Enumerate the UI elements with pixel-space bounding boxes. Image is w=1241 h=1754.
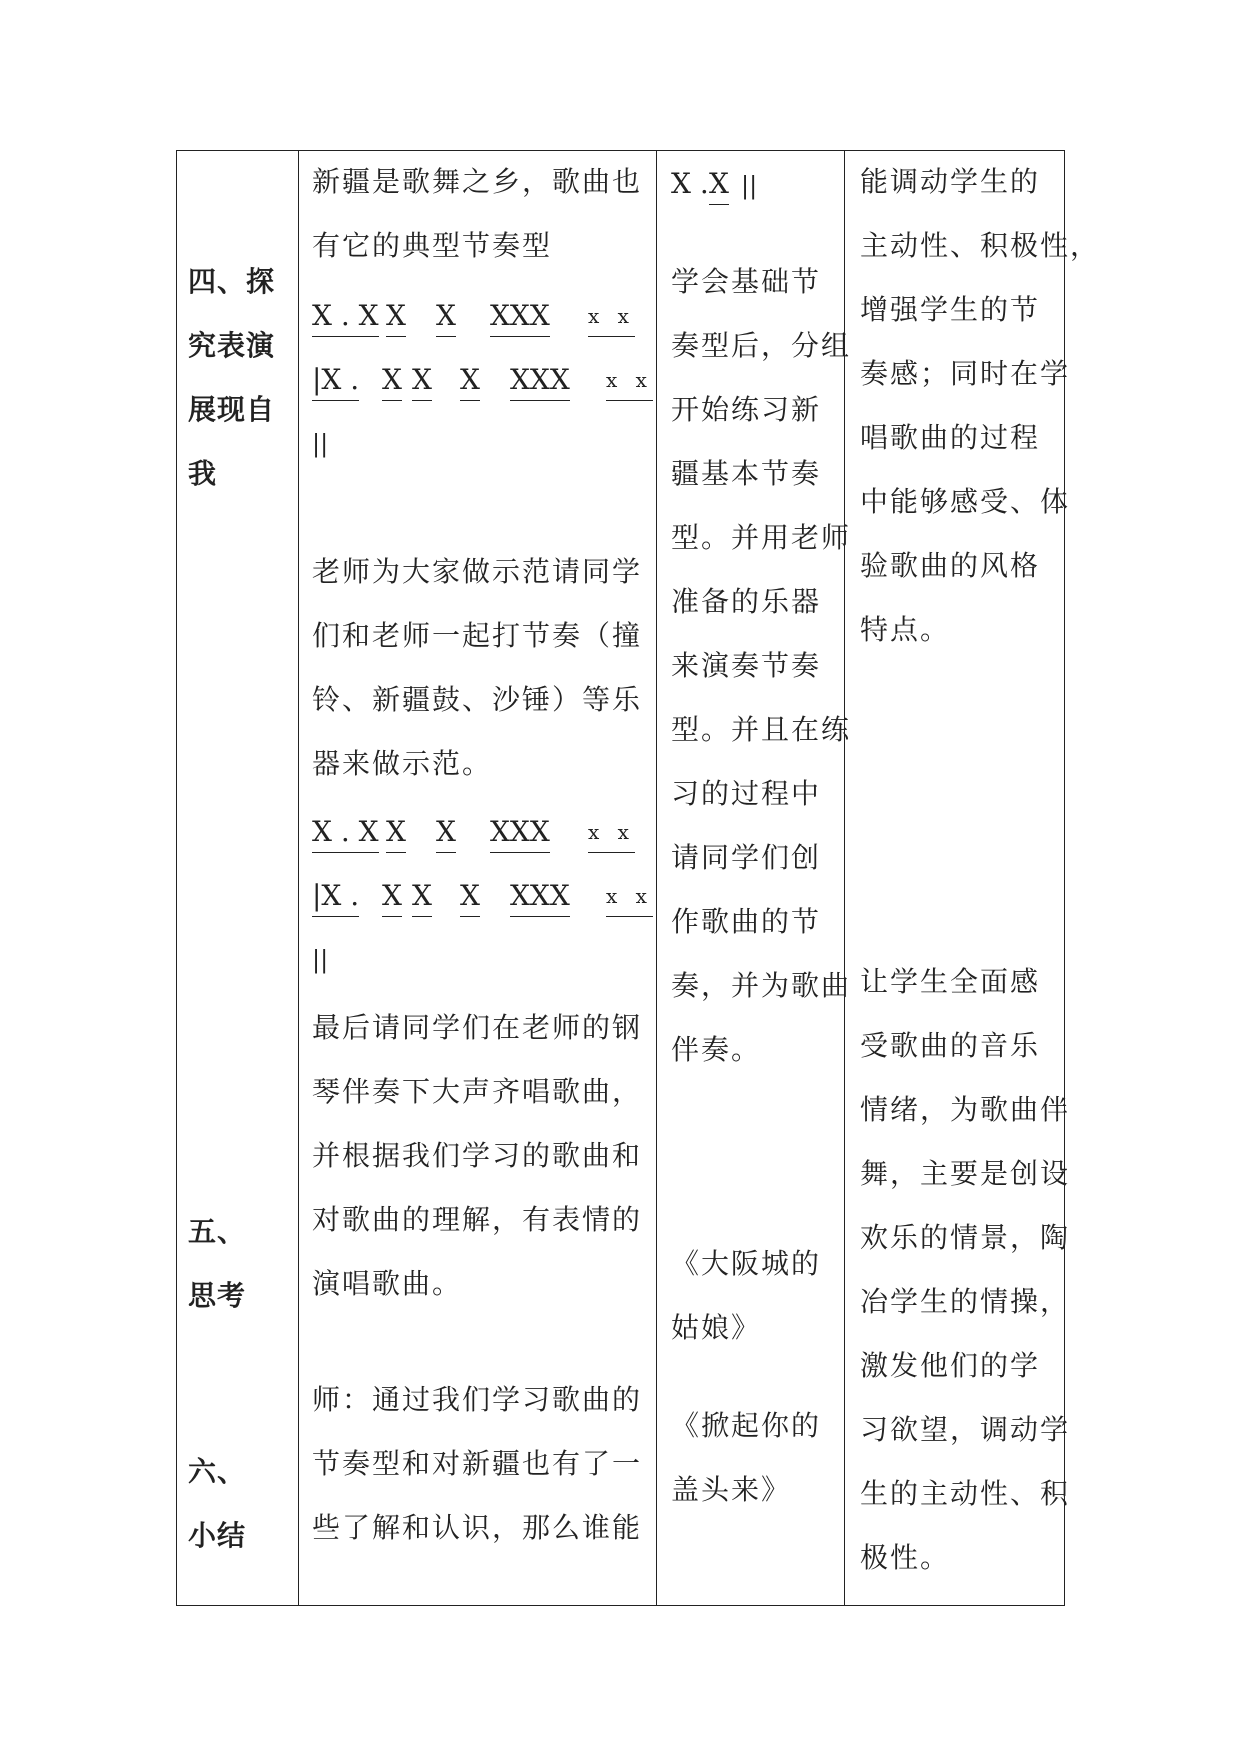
rhythm-note: |X . — [312, 876, 359, 917]
activity-line: 作歌曲的节 — [671, 905, 822, 938]
demo-line: 铃、新疆鼓、沙锤）等乐 — [312, 683, 643, 716]
sing-line: 对歌曲的理解，有表情的 — [312, 1203, 643, 1236]
rhythm-note: x x — [606, 876, 653, 917]
step4-line: 究表演 — [188, 329, 276, 362]
table-divider-2 — [656, 150, 657, 1606]
rhythm-note: X — [460, 876, 480, 917]
purpose-line: 特点。 — [860, 613, 951, 646]
summary-line: 师：通过我们学习歌曲的 — [312, 1383, 643, 1416]
sing-line: 最后请同学们在老师的钢 — [312, 1011, 643, 1044]
purpose-line: 冶学生的情操， — [860, 1285, 1071, 1318]
purpose-line: 能调动学生的 — [860, 165, 1041, 198]
rhythm-note: XXX — [490, 812, 550, 853]
rhythm-note: X . X — [312, 296, 379, 337]
purpose-line: 情绪，为歌曲伴 — [860, 1093, 1071, 1126]
rhythm-note: X — [436, 812, 456, 853]
activity-line: 奏，并为歌曲 — [671, 969, 852, 1002]
barline: || — [741, 172, 758, 200]
rhythm-note: X — [436, 296, 456, 337]
step6-line: 小结 — [188, 1519, 247, 1552]
rhythm-note: X — [460, 360, 480, 401]
activity-line: 学会基础节 — [671, 265, 822, 298]
activity-line: 疆基本节奏 — [671, 457, 822, 490]
song-title-line: 《掀起你的 — [671, 1409, 822, 1442]
song-title-line: 姑娘》 — [671, 1311, 762, 1344]
purpose-line: 极性。 — [860, 1541, 951, 1574]
rhythm-note: x x — [588, 296, 635, 337]
step6-line: 六、 — [188, 1455, 247, 1488]
purpose-line: 主动性、积极性， — [860, 229, 1101, 262]
rhythm-note: XXX — [510, 876, 570, 917]
intro-line: 有它的典型节奏型 — [312, 229, 553, 262]
activity-line: 奏型后，分组 — [671, 329, 852, 362]
purpose-line: 激发他们的学 — [860, 1349, 1041, 1382]
summary-line: 节奏型和对新疆也有了一 — [312, 1447, 643, 1480]
table-divider-1 — [298, 150, 299, 1606]
purpose-line: 增强学生的节 — [860, 293, 1041, 326]
activity-line: 开始练习新 — [671, 393, 822, 426]
purpose-line: 让学生全面感 — [860, 965, 1041, 998]
step5-line: 思考 — [188, 1279, 247, 1312]
step4-line: 四、探 — [188, 265, 276, 298]
rhythm-note: |X . — [312, 360, 359, 401]
rhythm-note: XXX — [510, 360, 570, 401]
rhythm-note: X — [382, 876, 402, 917]
activity-line: 伴奏。 — [671, 1033, 762, 1066]
rhythm-note: X — [412, 360, 432, 401]
summary-line: 些了解和认识，那么谁能 — [312, 1511, 643, 1544]
demo-line: 们和老师一起打节奏（撞 — [312, 619, 643, 652]
activity-line: 请同学们创 — [671, 841, 822, 874]
rhythm-note: X — [386, 812, 406, 853]
purpose-line: 受歌曲的音乐 — [860, 1029, 1041, 1062]
barline: || — [312, 946, 329, 974]
step4-line: 展现自 — [188, 393, 276, 426]
demo-line: 器来做示范。 — [312, 747, 493, 780]
activity-line: 型。并用老师 — [671, 521, 852, 554]
step5-line: 五、 — [188, 1215, 247, 1248]
song-title-line: 盖头来》 — [671, 1473, 792, 1506]
purpose-line: 习欲望，调动学 — [860, 1413, 1071, 1446]
barline: || — [312, 430, 329, 458]
intro-line: 新疆是歌舞之乡，歌曲也 — [312, 165, 643, 198]
activity-line: 习的过程中 — [671, 777, 822, 810]
rhythm-note: X . — [671, 167, 709, 200]
rhythm-note: x x — [588, 812, 635, 853]
rhythm-note: X — [709, 164, 729, 205]
purpose-line: 欢乐的情景，陶 — [860, 1221, 1071, 1254]
sing-line: 演唱歌曲。 — [312, 1267, 463, 1300]
song-title-line: 《大阪城的 — [671, 1247, 822, 1280]
step4-line: 我 — [188, 457, 218, 490]
activity-line: 准备的乐器 — [671, 585, 822, 618]
rhythm-note: X — [382, 360, 402, 401]
rhythm-note: X . X — [312, 812, 379, 853]
rhythm-note: X — [386, 296, 406, 337]
purpose-line: 生的主动性、积 — [860, 1477, 1071, 1510]
purpose-line: 奏感；同时在学 — [860, 357, 1071, 390]
sing-line: 并根据我们学习的歌曲和 — [312, 1139, 643, 1172]
purpose-line: 舞，主要是创设 — [860, 1157, 1071, 1190]
purpose-line: 唱歌曲的过程 — [860, 421, 1041, 454]
purpose-line: 验歌曲的风格 — [860, 549, 1041, 582]
rhythm-note: x x — [606, 360, 653, 401]
demo-line: 老师为大家做示范请同学 — [312, 555, 643, 588]
rhythm-note: X — [412, 876, 432, 917]
activity-line: 型。并且在练 — [671, 713, 852, 746]
purpose-line: 中能够感受、体 — [860, 485, 1071, 518]
activity-line: 来演奏节奏 — [671, 649, 822, 682]
sing-line: 琴伴奏下大声齐唱歌曲， — [312, 1075, 643, 1108]
rhythm-note: XXX — [490, 296, 550, 337]
